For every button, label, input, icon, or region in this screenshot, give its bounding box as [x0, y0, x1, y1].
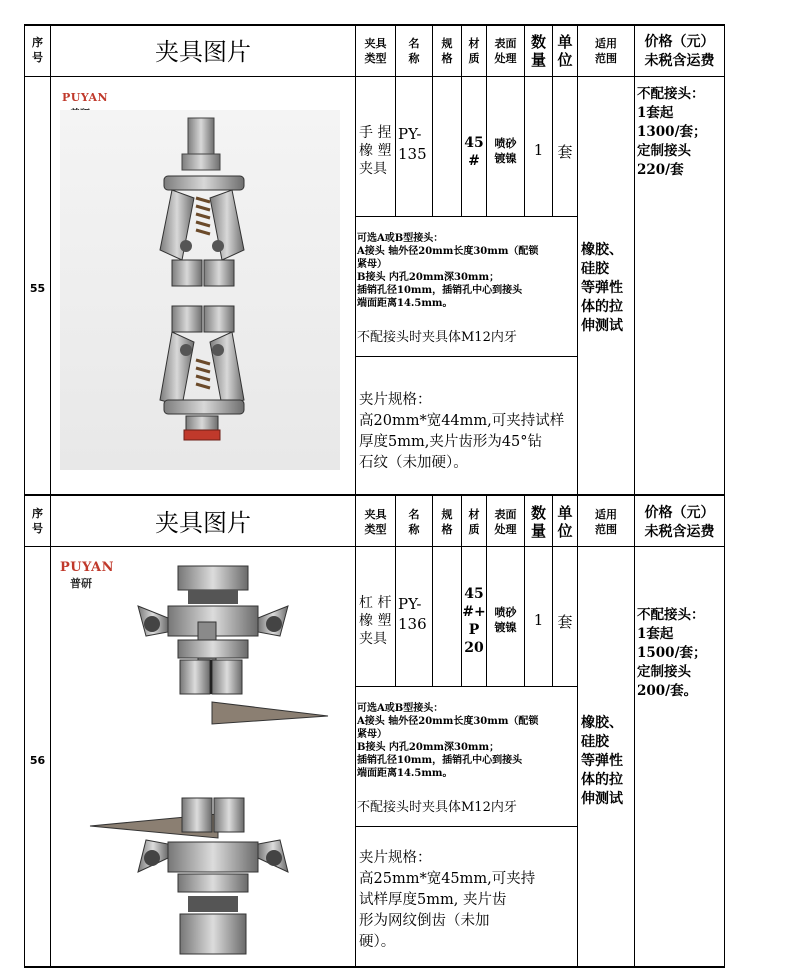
- grid-line: [24, 966, 725, 968]
- header-unit: 单 位: [557, 33, 573, 69]
- grid-line: [355, 826, 577, 827]
- grid-line: [24, 546, 725, 547]
- grid-line: [50, 24, 51, 967]
- grid-line: [24, 24, 725, 26]
- grid-line: [577, 24, 578, 967]
- header-image: 夹具图片: [155, 38, 251, 66]
- grid-line: [355, 216, 577, 217]
- jaw-spec: 夹片规格： 高20mm*宽44mm,可夹持试样 厚度5mm,夹片齿形为45°钻 石纹（未加硬）。: [359, 392, 565, 471]
- row-qty: 1: [533, 141, 544, 159]
- header-material: 材 质: [468, 508, 480, 536]
- header-scope: 适用 范围: [595, 37, 617, 65]
- header-surface: 表面 处理: [494, 508, 517, 536]
- header-scope: 适用 范围: [595, 508, 617, 536]
- header-price: 价格（元） 未税含运费: [644, 34, 715, 69]
- header-spec: 规 格: [441, 37, 453, 65]
- product-image: [88, 562, 338, 962]
- row-seq: 56: [29, 754, 46, 767]
- joint-note-thread: 不配接头时夹具体M12内牙: [357, 330, 517, 345]
- header-unit: 单 位: [557, 504, 573, 540]
- product-image: [60, 110, 340, 470]
- grid-line: [24, 24, 25, 967]
- row-price: 不配接头： 1套起 1500/套； 定制接头 200/套。: [637, 607, 707, 699]
- row-unit: 套: [557, 143, 573, 161]
- jaw-spec: 夹片规格： 高25mm*宽45mm,可夹持 试样厚度5mm, 夹片齿 形为网纹倒齿（未加 硬）。: [359, 850, 536, 950]
- row-qty: 1: [533, 611, 544, 629]
- header-qty: 数 量: [530, 33, 546, 69]
- row-material: 45 #: [464, 135, 484, 169]
- header-seq: 序 号: [32, 507, 43, 535]
- header-type: 夹具 类型: [364, 37, 387, 65]
- grid-line: [634, 24, 635, 967]
- row-scope: 橡胶、 硅胶 等弹性 体的拉 伸测试: [581, 242, 623, 334]
- joint-note-thread: 不配接头时夹具体M12内牙: [357, 800, 517, 815]
- grid-line: [355, 686, 577, 687]
- header-surface: 表面 处理: [494, 37, 517, 65]
- row-seq: 55: [29, 282, 46, 295]
- grid-line: [355, 356, 577, 357]
- row-type: 手 捏 橡 塑 夹具: [359, 125, 392, 177]
- grid-line: [24, 76, 725, 77]
- row-unit: 套: [557, 613, 573, 631]
- row-scope: 橡胶、 硅胶 等弹性 体的拉 伸测试: [581, 715, 623, 807]
- header-seq: 序 号: [32, 36, 43, 64]
- row-surface: 喷砂 镀镍: [494, 606, 517, 634]
- row-name: PY- 135: [398, 125, 427, 163]
- logo-text: PUYAN: [60, 560, 115, 575]
- header-type: 夹具 类型: [364, 508, 387, 536]
- logo-text: PUYAN: [62, 91, 109, 104]
- header-qty: 数 量: [530, 504, 546, 540]
- row-material: 45 #+ P 20: [462, 586, 486, 656]
- grid-line: [355, 24, 356, 967]
- header-material: 材 质: [468, 37, 480, 65]
- header-price: 价格（元） 未税含运费: [644, 505, 715, 540]
- header-image: 夹具图片: [155, 509, 251, 537]
- header-spec: 规 格: [441, 508, 453, 536]
- row-price: 不配接头： 1套起 1300/套； 定制接头 220/套: [637, 86, 707, 178]
- joint-note: 可选A或B型接头： A接头 轴外径20mm长度30mm（配锁 紧母） B接头 内孔20mm深30mm； 插销孔径10mm，插销孔中心到接头 端面距离14.5mm。: [357, 703, 539, 779]
- grid-line: [24, 494, 725, 496]
- row-name: PY- 136: [398, 595, 427, 633]
- logo-cn: 普研: [70, 577, 92, 590]
- header-name: 名 称: [408, 37, 420, 65]
- row-surface: 喷砂 镀镍: [494, 137, 517, 165]
- row-type: 杠 杆 橡 塑 夹具: [359, 595, 392, 647]
- joint-note: 可选A或B型接头： A接头 轴外径20mm长度30mm（配锁 紧母） B接头 内孔20mm深30mm； 插销孔径10mm，插销孔中心到接头 端面距离14.5mm。: [357, 233, 539, 309]
- header-name: 名 称: [408, 508, 420, 536]
